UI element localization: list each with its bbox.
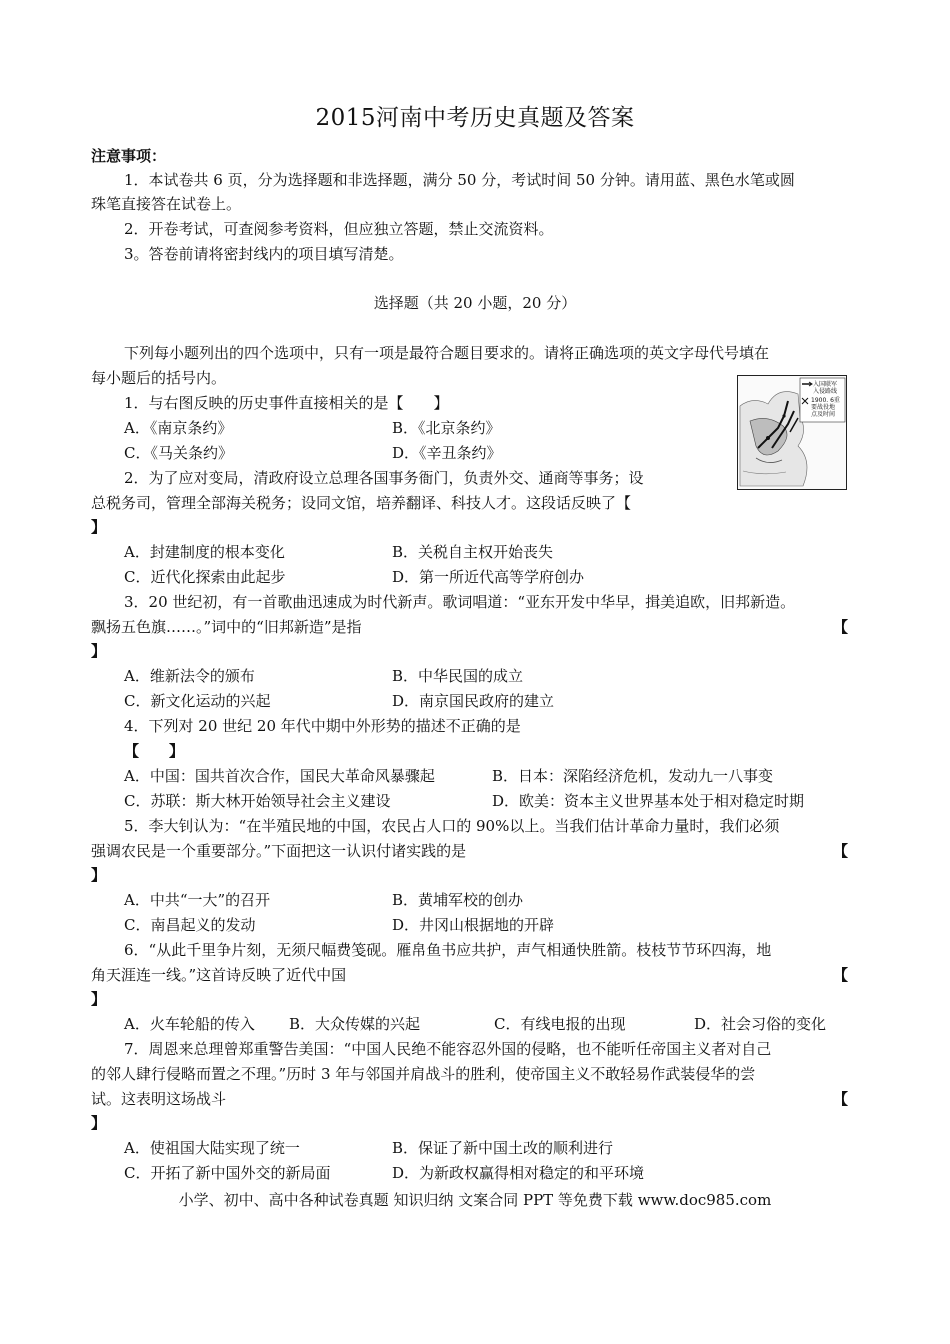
q3-option-d: D．南京国民政府的建立 [392,692,555,710]
q3-option-b: B．中华民国的成立 [392,667,524,685]
notice-heading: 注意事项： [91,147,167,165]
q6-stem-cont: 角天涯连一线。”这首诗反映了近代中国 [91,966,347,984]
q7-option-d: D．为新政权赢得相对稳定的和平环境 [392,1164,645,1182]
notice-line-1-cont: 珠笔直接答在试卷上。 [91,195,242,213]
q4-option-a: A．中国：国共首次合作，国民大革命风暴骤起 [124,767,435,785]
notice-line-1: 1．本试卷共 6 页，分为选择题和非选择题，满分 50 分，考试时间 50 分钟。请用蓝、黑色水笔或圆 [124,171,795,189]
map-legend-label-2: 1900. 6重 [811,397,840,404]
q5-option-d: D．井冈山根据地的开辟 [392,916,555,934]
q2-bracket-close: 】 [91,518,107,536]
map-legend-label-2b: 要战役地 [811,404,836,411]
q3-bracket-close: 】 [91,642,107,660]
q5-option-a: A．中共“一大”的召开 [124,891,271,909]
q1-option-d: D．《辛丑条约》 [392,444,502,462]
q1-option-c: C．《马关条约》 [124,444,233,462]
q1-stem: 1．与右图反映的历史事件直接相关的是【 】 [124,394,449,412]
q6-option-c: C．有线电报的出现 [494,1015,626,1033]
q2-option-d: D．第一所近代高等学府创办 [392,568,585,586]
q2-option-b: B．关税自主权开始丧失 [392,543,554,561]
q3-bracket-open: 【 [833,618,849,636]
page-footer: 小学、初中、高中各种试卷真题 知识归纳 文案合同 PPT 等免费下载 www.doc985.com [178,1191,772,1209]
q4-option-d: D．欧美：资本主义世界基本处于相对稳定时期 [492,792,805,810]
q3-option-c: C．新文化运动的兴起 [124,692,271,710]
map-image [738,376,846,489]
q7-option-b: B．保证了新中国土改的顺利进行 [392,1139,614,1157]
q5-option-c: C．南昌起义的发动 [124,916,256,934]
notice-line-2: 2．开卷考试，可查阅参考资料，但应独立答题，禁止交流资料。 [124,220,554,238]
q6-bracket-close: 】 [91,990,107,1008]
q5-bracket-open: 【 [833,842,849,860]
instruction: 下列每小题列出的四个选项中，只有一项是最符合题目要求的。请将正确选项的英文字母代号填在 [124,344,770,362]
q5-bracket-close: 】 [91,866,107,884]
section-title: 选择题（共 20 小题，20 分） [373,294,577,312]
q2-stem: 2．为了应对变局，清政府设立总理各国事务衙门，负责外交、通商等事务；设 [124,469,644,487]
q6-option-b: B．大众传媒的兴起 [289,1015,421,1033]
q7-option-a: A．使祖国大陆实现了统一 [124,1139,300,1157]
page-title: 2015河南中考历史真题及答案 [315,105,635,131]
q4-option-b: B．日本：深陷经济危机，发动九一八事变 [492,767,774,785]
q6-bracket-open: 【 [833,966,849,984]
q7-bracket-close: 】 [91,1114,107,1132]
q7-bracket-open: 【 [833,1090,849,1108]
q4-bracket: 【 】 [124,742,185,760]
q1-option-b: B．《北京条约》 [392,419,501,437]
map-legend-label-1: 入国联军 [813,381,838,388]
q7-stem-cont-2: 试。这表明这场战斗 [91,1090,227,1108]
map-legend-label-1b: 入侵路线 [813,388,838,395]
q7-stem-cont: 的邻人肆行侵略而置之不理。”历时 3 年与邻国并肩战斗的胜利，使帝国主义不敢轻易作武装侵华的尝 [91,1065,756,1083]
map-legend-label-2c: 点及时间 [811,411,836,418]
q6-option-d: D．社会习俗的变化 [694,1015,827,1033]
q6-option-a: A．火车轮船的传入 [124,1015,255,1033]
q7-stem: 7．周恩来总理曾郑重警告美国：“中国人民绝不能容忍外国的侵略，也不能听任帝国主义者对自己 [124,1040,772,1058]
q7-option-c: C．开拓了新中国外交的新局面 [124,1164,331,1182]
q2-stem-cont: 总税务司，管理全部海关税务；设同文馆，培养翻译、科技人才。这段话反映了【 [91,494,632,512]
q2-option-a: A．封建制度的根本变化 [124,543,285,561]
q3-stem-cont: 飘扬五色旗……。”词中的“旧邦新造”是指 [91,618,362,636]
q4-option-c: C．苏联：斯大林开始领导社会主义建设 [124,792,391,810]
q2-option-c: C．近代化探索由此起步 [124,568,286,586]
q5-option-b: B．黄埔军校的创办 [392,891,524,909]
notice-line-3: 3。答卷前请将密封线内的项目填写清楚。 [124,245,404,263]
q3-stem: 3．20 世纪初，有一首歌曲迅速成为时代新声。歌词唱道：“亚东开发中华早，揖美追欧，旧邦新造。 [124,593,796,611]
q1-option-a: A．《南京条约》 [124,419,233,437]
q6-stem: 6．“从此千里争片刻，无须尺幅费笺砚。雁帛鱼书应共护，声气相通快胜箭。枝枝节节环四海，地 [124,941,772,959]
q5-stem: 5．李大钊认为：“在半殖民地的中国，农民占人口的 90%以上。当我们估计革命力量时，我们必须 [124,817,780,835]
q4-stem: 4．下列对 20 世纪 20 年代中期中外形势的描述不正确的是 [124,717,521,735]
q5-stem-cont: 强调农民是一个重要部分。”下面把这一认识付诸实践的是 [91,842,467,860]
instruction-cont: 每小题后的括号内。 [91,369,227,387]
q3-option-a: A．维新法令的颁布 [124,667,255,685]
map-figure [737,375,847,490]
